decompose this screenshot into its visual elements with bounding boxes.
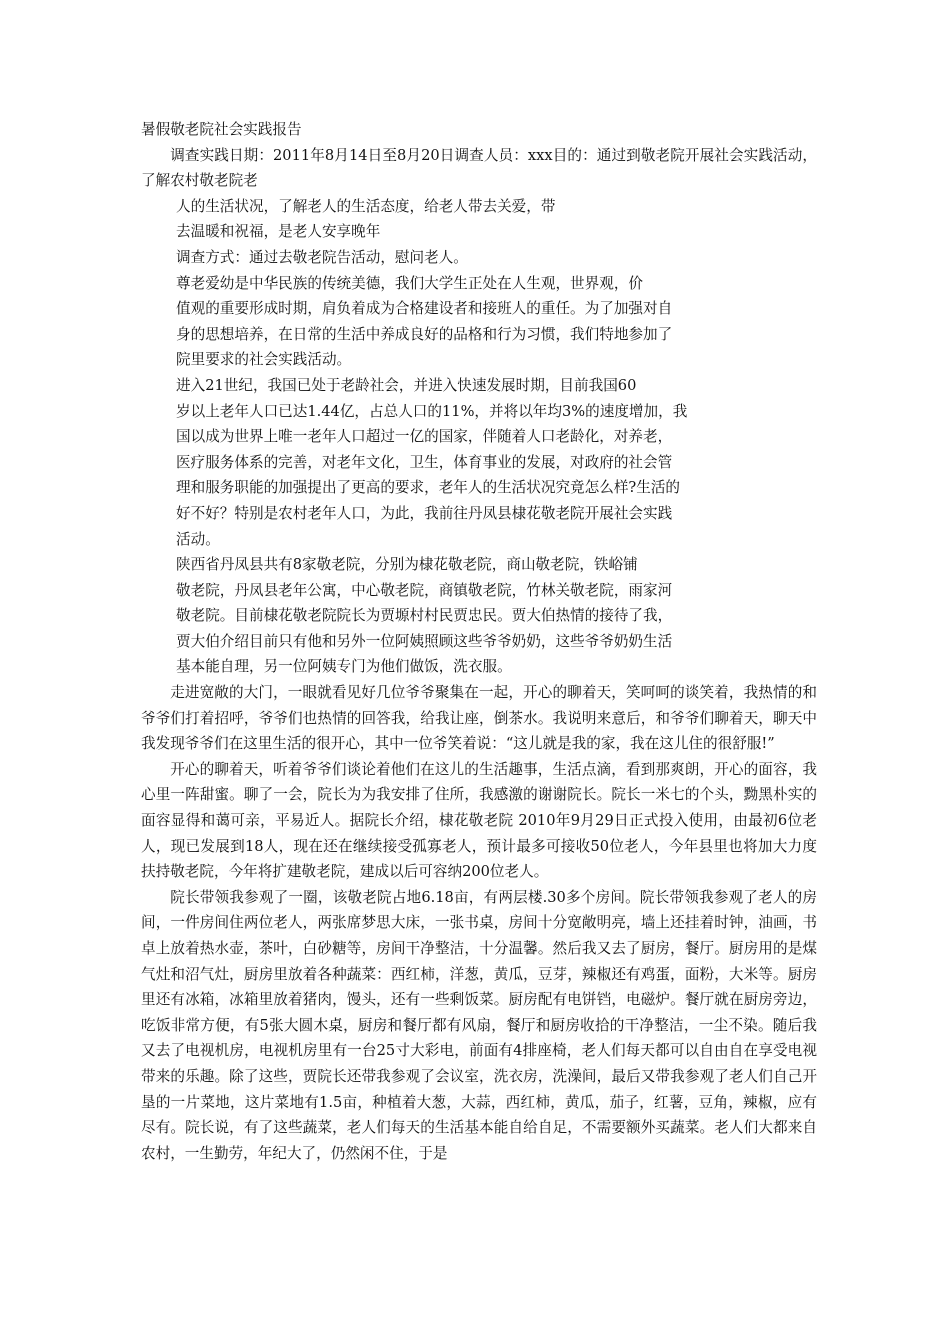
report-title: 暑假敬老院社会实践报告 xyxy=(141,121,302,138)
text-line: 医疗服务体系的完善，对老年文化，卫生，体育事业的发展，对政府的社会管 xyxy=(176,453,673,471)
purpose-block xyxy=(141,194,766,271)
text-line: 基本能自理，另一位阿姨专门为他们做饭，洗衣服。 xyxy=(176,658,512,676)
text-line: 岁以上老年人口已达1.44亿，占总人口的11%，并将以年均3%的速度增加，我 xyxy=(176,402,688,420)
county-paragraph xyxy=(141,552,766,680)
text-line: 进入21世纪，我国已处于老龄社会，并进入快速发展时期，目前我国60 xyxy=(176,376,637,394)
report-body xyxy=(141,117,817,1166)
text-line: 活动。 xyxy=(176,530,220,548)
text-line: 尊老爱幼是中华民族的传统美德，我们大学生正处在人生观，世界观，价 xyxy=(176,274,644,292)
text-line: 理和服务职能的加强提出了更高的要求，老年人的生活状况究竟怎么样?生活的 xyxy=(176,479,681,497)
text-line: 值观的重要形成时期，肩负着成为合格建设者和接班人的重任。为了加强对自 xyxy=(176,300,673,318)
intro-paragraph: 调查实践日期：2011年8月14日至8月20日调查人员：xxx目的：通过到敬老院开展社会实践活动，了解农村敬老院老 xyxy=(141,146,817,190)
text-line: 好不好？特别是农村老年人口，为此，我前往丹凤县棣花敬老院开展社会实践 xyxy=(176,504,673,522)
text-line: 去温暖和祝福，是老人安享晚年 xyxy=(176,223,381,241)
chat-paragraph: 开心的聊着天，听着爷爷们谈论着他们在这儿的生活趣事，生活点滴，看到那爽朗，开心的面容，我心里一阵甜蜜。聊了一会，院长为为我安排了住所，我感激的谢谢院长。院长一米七的个头，黝黑朴实的面容显得和蔼可亲，平易近人。据院长介绍，棣花敬老院 2010年9月29日正式投入使用，由最初6位老人，现已发展到18人，现在还在继续接受孤寡老人，预计最多可接收50位老人，今年县里也将加大力度扶持敬老院，今年将扩建敬老院，建成以后可容纳200位老人。 xyxy=(141,760,817,881)
text-line: 敬老院，丹凤县老年公寓，中心敬老院，商镇敬老院，竹林关敬老院，雨家河 xyxy=(176,581,673,599)
method-line: 调查方式：通过去敬老院告活动，慰问老人。 xyxy=(176,248,468,266)
text-line: 敬老院。目前棣花敬老院院长为贾塬村村民贾忠民。贾大伯热情的接待了我， xyxy=(176,607,673,625)
text-line: 国以成为世界上唯一老年人口超过一亿的国家，伴随着人口老龄化，对养老， xyxy=(176,428,673,446)
tour-paragraph: 院长带领我参观了一圈，该敬老院占地6.18亩，有两层楼.30多个房间。院长带领我参观了老人的房间，一件房间住两位老人，两张席梦思大床，一张书桌，房间十分宽敞明亮，墙上还挂着时钟，油画，书卓上放着热水壶，茶叶，白砂糖等，房间干净整洁，十分温馨。然后我又去了厨房，餐厅。厨房用的是煤气灶和沼气灶，厨房里放着各种蔬菜：西红柿，洋葱，黄瓜，豆芽，辣椒还有鸡蛋，面粉，大米等。厨房里还有冰箱，冰箱里放着猪肉，馒头，还有一些剩饭菜。厨房配有电饼铛，电磁炉。餐厅就在厨房旁边，吃饭非常方便，有5张大圆木桌，厨房和餐厅都有风扇，餐厅和厨房收拾的干净整洁，一尘不染。随后我又去了电视机房，电视机房里有一台25寸大彩电，前面有4排座椅，老人们每天都可以自由自在享受电视带来的乐趣。除了这些，贾院长还带我参观了会议室，洗衣房，洗澡间，最后又带我参观了老人们自己开垦的一片菜地，这片菜地有1.5亩，种植着大葱，大蒜，西红柿，黄瓜，茄子，红薯，豆角，辣椒，应有尽有。院长说，有了这些蔬菜，老人们每天的生活基本能自给自足，不需要额外买蔬菜。老人们大都来自农村，一生勤劳，年纪大了，仍然闲不住，于是 xyxy=(141,888,817,1162)
text-line: 院里要求的社会实践活动。 xyxy=(176,351,352,369)
respect-paragraph xyxy=(141,271,766,373)
aging-paragraph xyxy=(141,373,766,552)
text-line: 人的生活状况，了解老人的生活态度，给老人带去关爱，带 xyxy=(176,197,556,215)
text-line: 贾大伯介绍目前只有他和另外一位阿姨照顾这些爷爷奶奶，这些爷爷奶奶生活 xyxy=(176,632,673,650)
text-line: 身的思想培养，在日常的生活中养成良好的品格和行为习惯，我们特地参加了 xyxy=(176,325,673,343)
text-line: 陕西省丹凤县共有8家敬老院，分别为棣花敬老院，商山敬老院，铁峪铺 xyxy=(176,556,638,574)
arrival-paragraph: 走进宽敞的大门，一眼就看见好几位爷爷聚集在一起，开心的聊着天，笑呵呵的谈笑着，我热情的和爷爷们打着招呼，爷爷们也热情的回答我，给我让座，倒茶水。我说明来意后，和爷爷们聊着天，聊天中我发现爷爷们在这里生活的很开心，其中一位爷笑着说：“这儿就是我的家，我在这儿住的很舒服!” xyxy=(141,684,817,753)
